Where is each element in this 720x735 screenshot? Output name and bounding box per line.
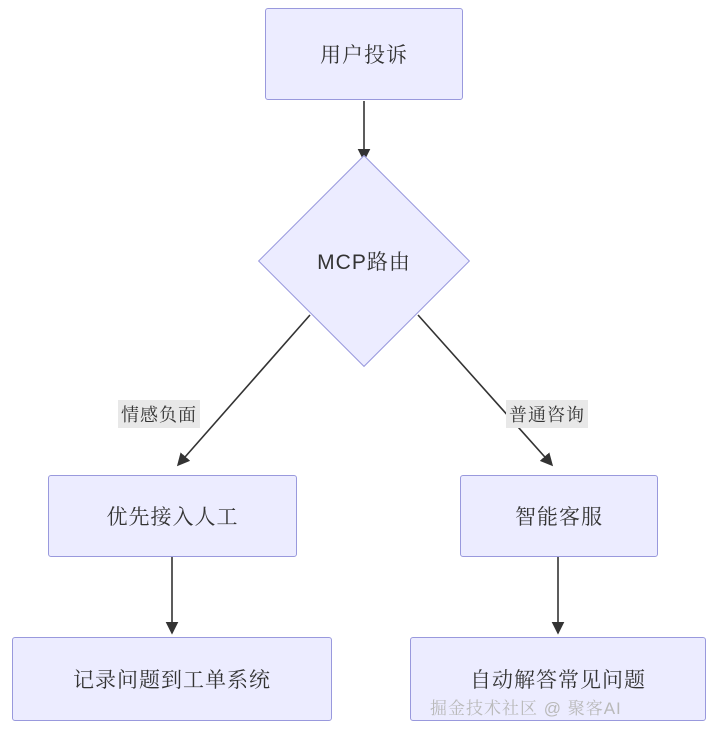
node-record-ticket-label: 记录问题到工单系统 [73,669,271,692]
edge-label-negative: 情感负面 [118,400,200,428]
edge-route-to-priority [178,315,310,465]
node-auto-answer-label: 自动解答常见问题 [470,669,646,692]
edge-label-normal: 普通咨询 [506,400,588,428]
node-smart-service[interactable] [460,475,658,557]
node-complaint-label: 用户投诉 [320,44,408,67]
node-record-ticket[interactable] [12,637,332,721]
node-smart-service-label: 智能客服 [515,506,603,529]
node-priority-human[interactable] [48,475,297,557]
node-complaint[interactable] [265,8,463,100]
node-mcp-route-label: MCP路由 [317,251,411,274]
edge-route-to-smart [418,315,552,465]
watermark-text: 掘金技术社区 @ 聚客AI [430,699,622,718]
node-priority-human-label: 优先接入人工 [106,506,239,529]
